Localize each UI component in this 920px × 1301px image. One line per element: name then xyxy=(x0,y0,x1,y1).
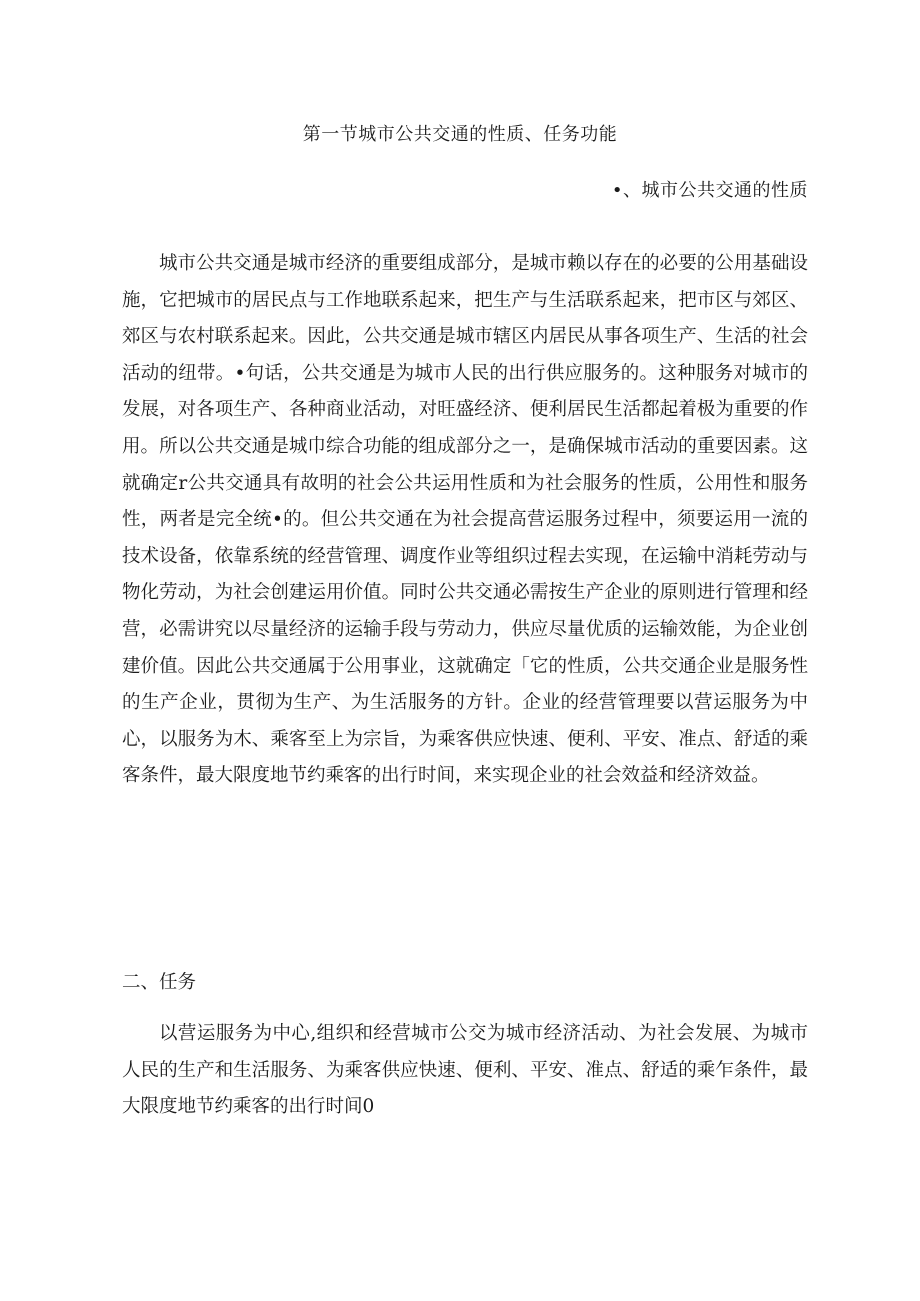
chapter-title: 第一节城市公共交通的性质、任务功能 xyxy=(302,124,618,145)
section1-paragraph: 城市公共交通是城市经济的重要组成部分，是城市赖以存在的必要的公用基础设施，它把城市的居民点与工作地联系起来，把生产与生活联系起来，把市区与郊区、郊区与农村联系起来。因此，公共交通是城市辖区内居民从事各项生产、生活的社会活动的纽带。•句话，公共交通是为城市人民的出行供应服务的。这种服务对城市的发展，对各项生产、各种商业活动，对旺盛经济、便利居民生活都起着极为重要的作用。所以公共交通是城巾综合功能的组成部分之一，是确保城市活动的重要因素。这就确定r公共交通具有故明的社会公共运用性质和为社会服务的性质，公用性和服务性，两者是完全统•的。但公共交通在为社会提高营运服务过程中，须要运用一流的技术设备，依靠系统的经营管理、调度作业等组织过程去实现，在运输中消耗劳动与物化劳动，为社会创建运用价值。同时公共交通必需按生产企业的原则进行管理和经营，必需讲究以尽量经济的运输手段与劳动力，供应尽量优质的运输效能，为企业创建价值。因此公共交通属于公用事业，这就确定「它的性质，公共交通企业是服务性的生产企业，贯彻为生产、为生活服务的方针。企业的经营管理要以营运服务为中心，以服务为木、乘客至上为宗旨，为乘客供应快速、便利、平安、准点、舒适的乘客条件，最大限度地节约乘客的出行时间，来实现企业的社会效益和经济效益。 xyxy=(122,253,808,787)
section1-heading: •、城市公共交通的性质 xyxy=(611,180,808,201)
section2-heading: 二、任务 xyxy=(122,972,197,993)
section2-paragraph: 以营运服务为中心,组织和经营城市公交为城市经济活动、为社会发展、为城市人民的生产和生活服务、为乘客供应快速、便利、平安、准点、舒适的乘乍条件，最大限度地节约乘客的出行时间0 xyxy=(122,1023,808,1118)
